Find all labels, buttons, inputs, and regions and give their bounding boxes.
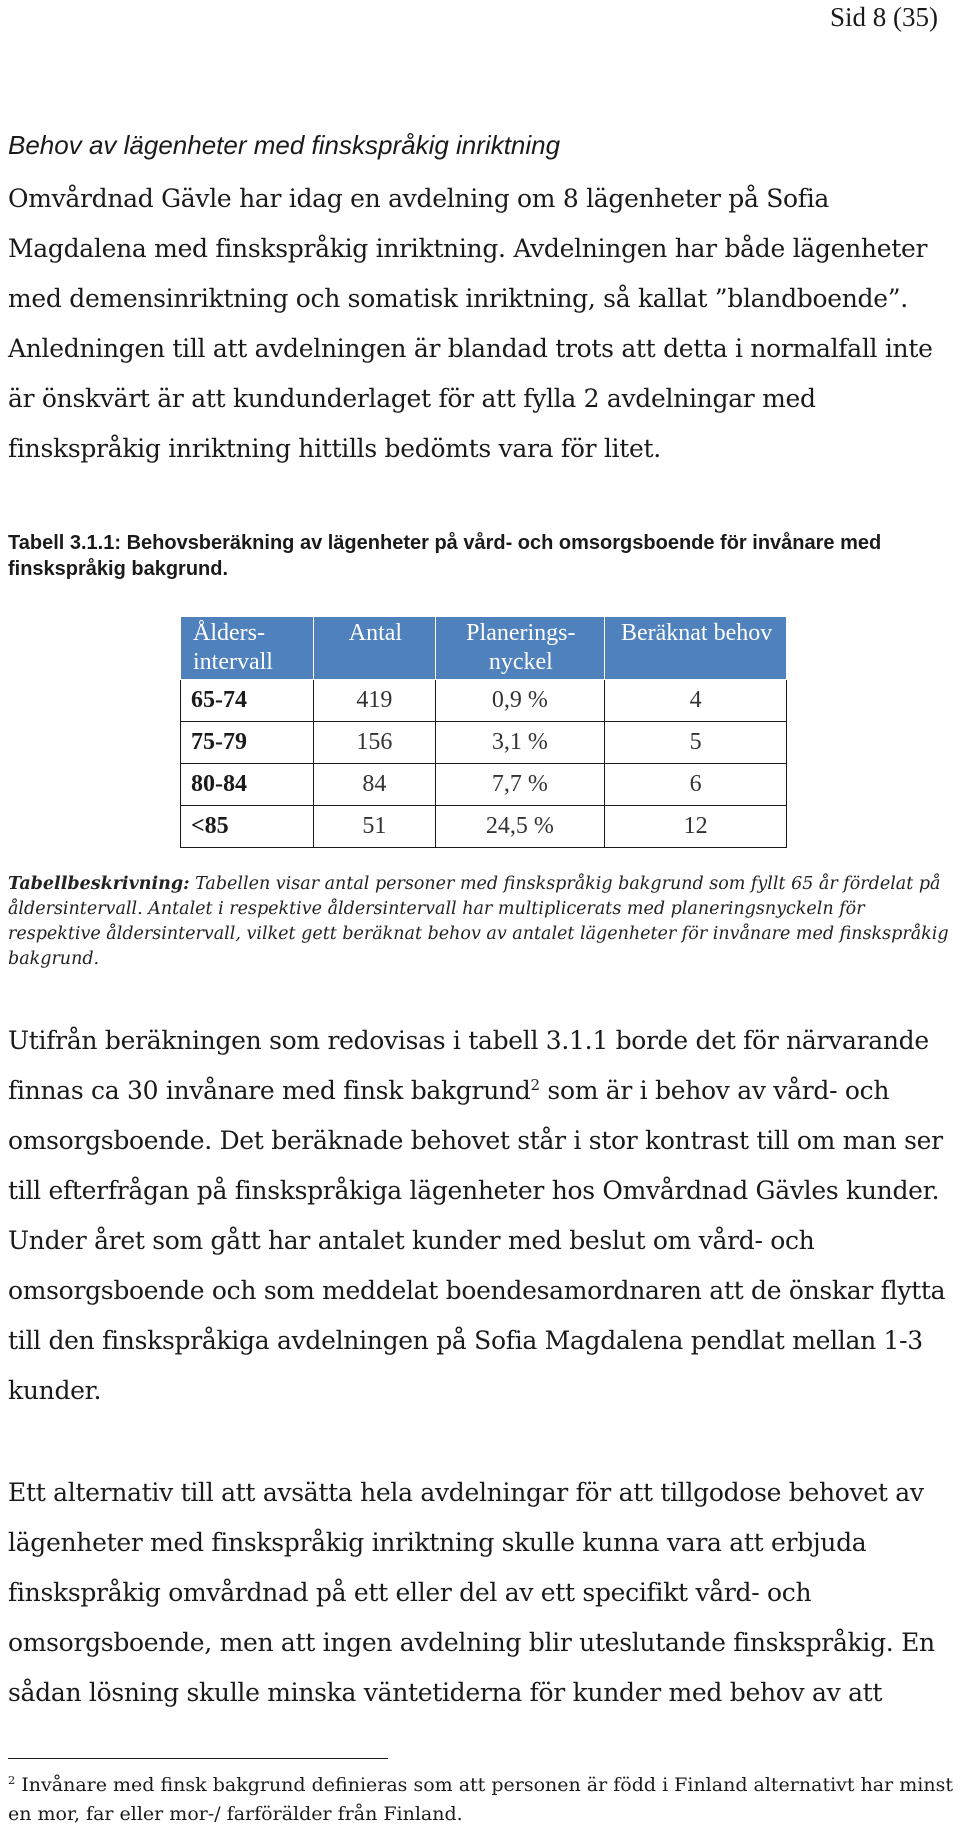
cell-count: 84 bbox=[314, 764, 435, 806]
header-planning-key: Planerings-nyckel bbox=[435, 617, 605, 680]
table-row bbox=[181, 764, 787, 806]
cell-age: <85 bbox=[181, 806, 314, 848]
table-description-label: Tabellbeskrivning: bbox=[8, 874, 190, 894]
header-calculated-need: Beräknat behov bbox=[605, 617, 787, 680]
cell-key: 24,5 % bbox=[435, 806, 605, 848]
table-description bbox=[8, 872, 953, 972]
footnote bbox=[8, 1771, 953, 1829]
footnote-divider bbox=[8, 1758, 388, 1759]
cell-key: 3,1 % bbox=[435, 722, 605, 764]
cell-need: 12 bbox=[605, 806, 787, 848]
paragraph-alternative: Ett alternativ till att avsätta hela avdelningar för att tillgodose behovet av lägenheter med finskspråkig inriktning skulle kunna vara att erbjuda finskspråkig omvårdnad på ett eller del av ett specifikt vård- och omsorgsboende, men att ingen avdelning blir uteslutande finskspråkig. En sådan lösning skulle minska väntetiderna för kunder med behov av att bbox=[8, 1478, 935, 1707]
table-row bbox=[181, 722, 787, 764]
cell-key: 7,7 % bbox=[435, 764, 605, 806]
cell-need: 4 bbox=[605, 680, 787, 722]
paragraph-calculation bbox=[8, 1016, 953, 1416]
table-row bbox=[181, 806, 787, 848]
paragraph-calculation-part2: som är i behov av vård- och omsorgsboende. Det beräknade behovet står i stor kontrast till om man ser till efterfrågan på finskspråkiga lägenheter hos Omvårdnad Gävles kunder. Under året som gått har antalet kunder med beslut om vård- och omsorgsboende och som meddelat boendesamordnaren att de önskar flytta till den finskspråkiga avdelningen på Sofia Magdalena pendlat mellan 1-3 kunder. bbox=[8, 1076, 946, 1405]
page-number: Sid 8 (35) bbox=[830, 2, 938, 32]
footnote-text: Invånare med finsk bakgrund definieras som att personen är född i Finland alternativt har minst en mor, far eller mor-/ farförälder från Finland. bbox=[8, 1774, 953, 1825]
footnote-reference[interactable]: 2 bbox=[530, 1076, 540, 1094]
cell-key: 0,9 % bbox=[435, 680, 605, 722]
cell-count: 51 bbox=[314, 806, 435, 848]
footnote-marker: 2 bbox=[8, 1773, 16, 1788]
header-age-interval: Ålders-intervall bbox=[181, 617, 314, 680]
cell-count: 156 bbox=[314, 722, 435, 764]
table-description-text: Tabellen visar antal personer med finskspråkig bakgrund som fyllt 65 år fördelat på åldersintervall. Antalet i respektive åldersintervall har multiplicerats med planeringsnyckeln för respektive åldersintervall, vilket gett beräknat behov av antalet lägenheter för invånare med finskspråkig bakgrund. bbox=[8, 874, 949, 969]
cell-age: 65-74 bbox=[181, 680, 314, 722]
paragraph-calculation-part1: Utifrån beräkningen som redovisas i tabell 3.1.1 borde det för närvarande finnas ca 30 invånare med finsk bakgrund bbox=[8, 1026, 929, 1105]
header-count: Antal bbox=[314, 617, 435, 680]
cell-need: 5 bbox=[605, 722, 787, 764]
paragraph-intro: Omvårdnad Gävle har idag en avdelning om 8 lägenheter på Sofia Magdalena med finskspråkig inriktning. Avdelningen har både lägenheter med demensinriktning och somatisk inriktning, så kallat ”blandboende”. Anledningen till att avdelningen är blandad trots att detta i normalfall inte är önskvärt är att kundunderlaget för att fylla 2 avdelningar med finskspråkig inriktning hittills bedömts vara för litet. bbox=[8, 184, 933, 463]
section-heading: Behov av lägenheter med finskspråkig inriktning bbox=[8, 130, 561, 160]
cell-age: 80-84 bbox=[181, 764, 314, 806]
needs-table bbox=[180, 616, 787, 848]
cell-need: 6 bbox=[605, 764, 787, 806]
table-row bbox=[181, 680, 787, 722]
table-header-row bbox=[181, 617, 787, 680]
cell-age: 75-79 bbox=[181, 722, 314, 764]
cell-count: 419 bbox=[314, 680, 435, 722]
table-caption: Tabell 3.1.1: Behovsberäkning av lägenheter på vård- och omsorgsboende för invånare med finskspråkig bakgrund. bbox=[8, 532, 882, 580]
